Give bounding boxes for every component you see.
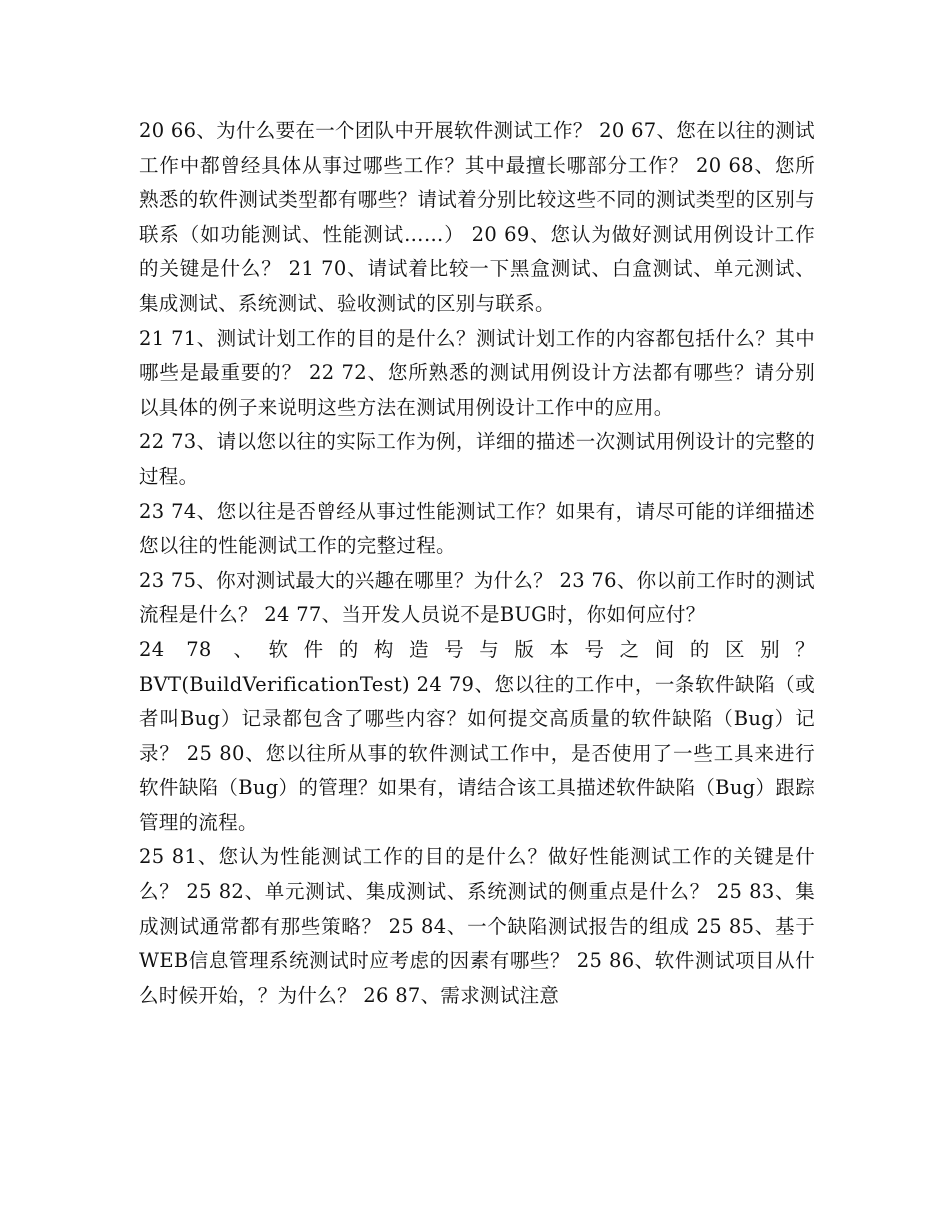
- paragraph-q78-bvt-q80: BVT(BuildVerificationTest) 24 79、您以往的工作中，一条软件缺陷（或者叫Bug）记录都包含了哪些内容？如何提交高质量的软件缺陷（Bug）记录？ 25 80、您以往所从事的软件测试工作中，是否使用了一些工具来进行软件缺陷（Bug）的管理？如果有，请结合该工具描述软件缺陷（Bug）跟踪管理的流程。: [139, 672, 815, 834]
- paragraph-q78: 24 78 、软件的构造号与版本号之间的区别？: [139, 637, 815, 661]
- paragraph-q81-q87: 25 81、您认为性能测试工作的目的是什么？做好性能测试工作的关键是什么？ 25 82、单元测试、集成测试、系统测试的侧重点是什么？ 25 83、集成测试通常都有那些策略？ 25 84、一个缺陷测试报告的组成 25 85、基于WEB信息管理系统测试时应考虑的因素有哪些？ 25 86、软件测试项目从什么时候开始，？为什么？ 26 87、需求测试注意: [139, 845, 815, 1007]
- paragraph-q74: 23 74、您以往是否曾经从事过性能测试工作？如果有，请尽可能的详细描述您以往的性能测试工作的完整过程。: [139, 499, 815, 558]
- paragraph-q66-q70: 20 66、为什么要在一个团队中开展软件测试工作？ 20 67、您在以往的测试工作中都曾经具体从事过哪些工作？其中最擅长哪部分工作？ 20 68、您所熟悉的软件测试类型都有哪些？请试着分别比较这些不同的测试类型的区别与联系（如功能测试、性能测试……） 20 69、您认为做好测试用例设计工作的关键是什么？ 21 70、请试着比较一下黑盒测试、白盒测试、单元测试、集成测试、系统测试、验收测试的区别与联系。: [139, 119, 815, 315]
- paragraph-q75-q77: 23 75、你对测试最大的兴趣在哪里？为什么？ 23 76、你以前工作时的测试流程是什么？ 24 77、当开发人员说不是BUG时，你如何应付？: [139, 568, 815, 627]
- document-body: [139, 114, 815, 1013]
- paragraph-q73: 22 73、请以您以往的实际工作为例，详细的描述一次测试用例设计的完整的过程。: [139, 430, 815, 488]
- paragraph-q71-q72: 21 71、测试计划工作的目的是什么？测试计划工作的内容都包括什么？其中哪些是最重要的？ 22 72、您所熟悉的测试用例设计方法都有哪些？请分别以具体的例子来说明这些方法在测试用例设计工作中的应用。: [139, 326, 815, 419]
